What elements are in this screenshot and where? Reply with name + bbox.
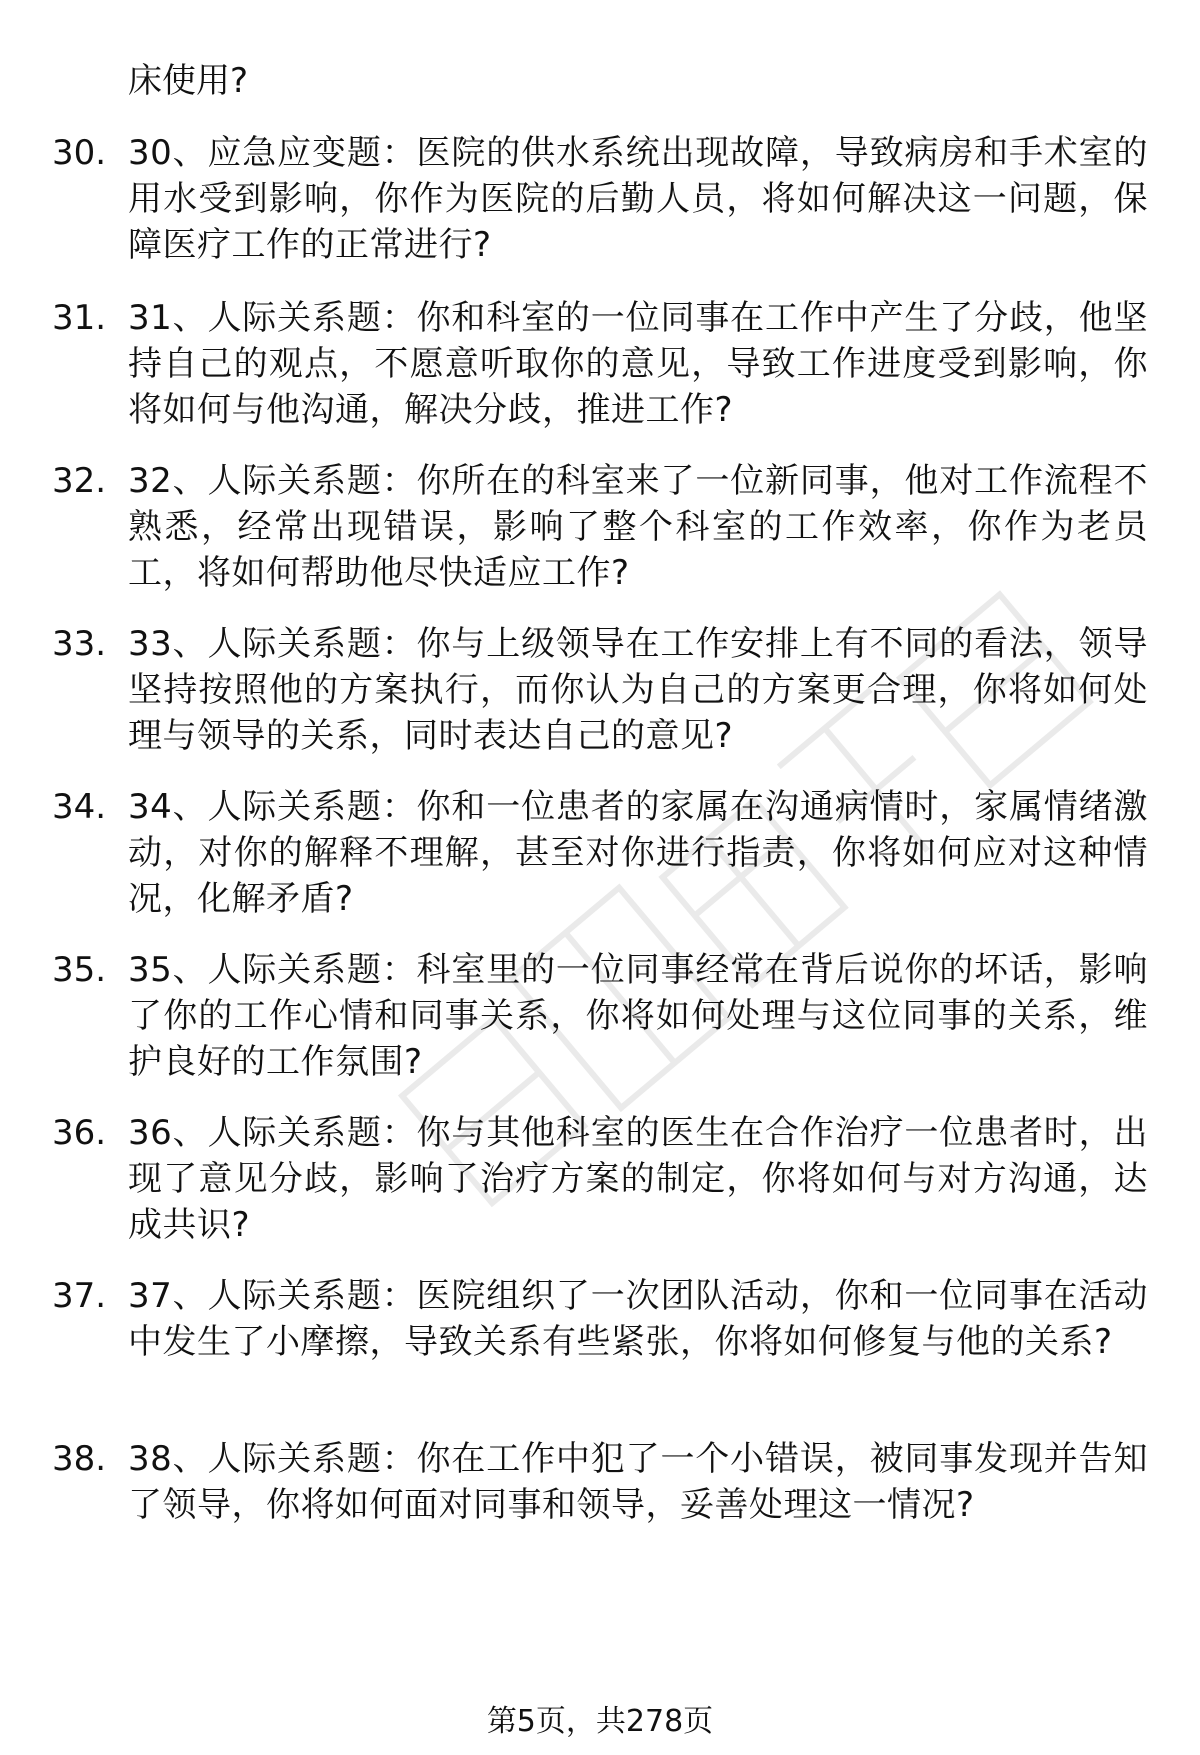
item-text: 33、人际关系题：你与上级领导在工作安排上有不同的看法，领导坚持按照他的方案执行，而你认为自己的方案更合理，你将如何处理与领导的关系，同时表达自己的意见? xyxy=(128,624,1148,756)
item-number: 34. xyxy=(52,787,107,827)
item-text: 36、人际关系题：你与其他科室的医生在合作治疗一位患者时，出现了意见分歧，影响了治疗方案的制定，你将如何与对方沟通，达成共识? xyxy=(128,1113,1148,1245)
item-text: 32、人际关系题：你所在的科室来了一位新同事，他对工作流程不熟悉，经常出现错误，影响了整个科室的工作效率，你作为老员工，将如何帮助他尽快适应工作? xyxy=(128,461,1148,593)
item-text: 34、人际关系题：你和一位患者的家属在沟通病情时，家属情绪激动，对你的解释不理解，甚至对你进行指责，你将如何应对这种情况，化解矛盾? xyxy=(128,787,1148,919)
item-text: 38、人际关系题：你在工作中犯了一个小错误，被同事发现并告知了领导，你将如何面对同事和领导，妥善处理这一情况? xyxy=(128,1439,1148,1525)
item-number: 30. xyxy=(52,133,107,173)
continuation-text: 床使用? xyxy=(128,61,249,101)
page-footer: 第5页，共278页 xyxy=(486,1704,714,1739)
item-text: 35、人际关系题：科室里的一位同事经常在背后说你的坏话，影响了你的工作心情和同事关系，你将如何处理与这位同事的关系，维护良好的工作氛围? xyxy=(128,950,1148,1082)
item-number: 33. xyxy=(52,624,107,664)
item-number: 38. xyxy=(52,1439,107,1479)
item-number: 35. xyxy=(52,950,107,990)
item-number: 37. xyxy=(52,1276,107,1316)
item-text: 31、人际关系题：你和科室的一位同事在工作中产生了分歧，他坚持自己的观点，不愿意听取你的意见，导致工作进度受到影响，你将如何与他沟通，解决分歧，推进工作? xyxy=(128,298,1148,430)
item-text: 30、应急应变题：医院的供水系统出现故障，导致病房和手术室的用水受到影响，你作为医院的后勤人员，将如何解决这一问题，保障医疗工作的正常进行? xyxy=(128,133,1148,265)
item-text: 37、人际关系题：医院组织了一次团队活动，你和一位同事在活动中发生了小摩擦，导致关系有些紧张，你将如何修复与他的关系? xyxy=(128,1276,1148,1362)
item-number: 32. xyxy=(52,461,107,501)
item-number: 36. xyxy=(52,1113,107,1153)
item-number: 31. xyxy=(52,298,107,338)
